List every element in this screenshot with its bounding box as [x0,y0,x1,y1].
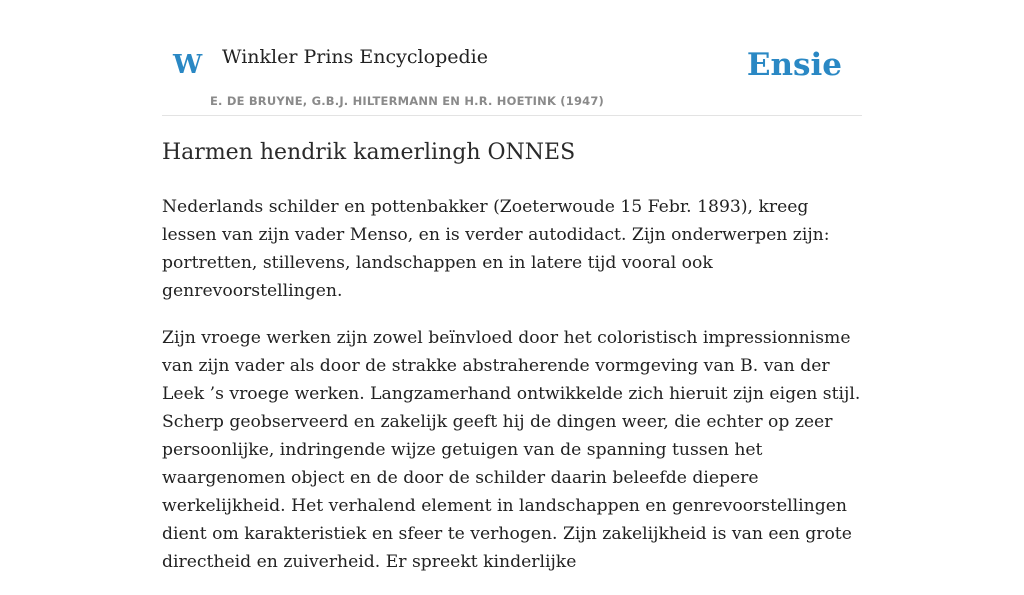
ensie-brand-logo[interactable]: Ensie [746,47,842,83]
article-title: Harmen hendrik kamerlingh ONNES [162,140,576,165]
article-body [162,193,866,595]
article-paragraph: Nederlands schilder en pottenbakker (Zoeterwoude 15 Febr. 1893), kreeg lessen van zijn vader Menso, en is verder autodidact. Zijn onderwerpen zijn: portretten, stillevens, landschappen en in latere tijd vooral ook genrevoorstellingen. [162,197,830,301]
source-title[interactable]: Winkler Prins Encyclopedie [222,46,488,68]
source-authors: E. DE BRUYNE, G.B.J. HILTERMANN EN H.R. HOETINK (1947) [210,94,605,108]
source-header [162,30,862,116]
article-paragraph: Zijn vroege werken zijn zowel beïnvloed door het coloristisch impressionnisme van zijn vader als door de strakke abstraherende vormgeving van B. van der Leek ’s vroege werken. Langzamerhand ontwikkelde zich hieruit zijn eigen stijl. Scherp geobserveerd en zakelijk geeft hij de dingen weer, die echter op zeer persoonlijke, indringende wijze getuigen van de spanning tussen het waargenomen object en de door de schilder daarin beleefde diepere werkelijkheid. Het verhalend element in landschappen en genrevoorstellingen dient om karakteristiek en sfeer te verhogen. Zijn zakelijkheid is van een grote directheid en zuiverheid. Er spreekt kinderlijke [162,328,861,572]
winkler-prins-logo[interactable]: W [173,50,203,80]
